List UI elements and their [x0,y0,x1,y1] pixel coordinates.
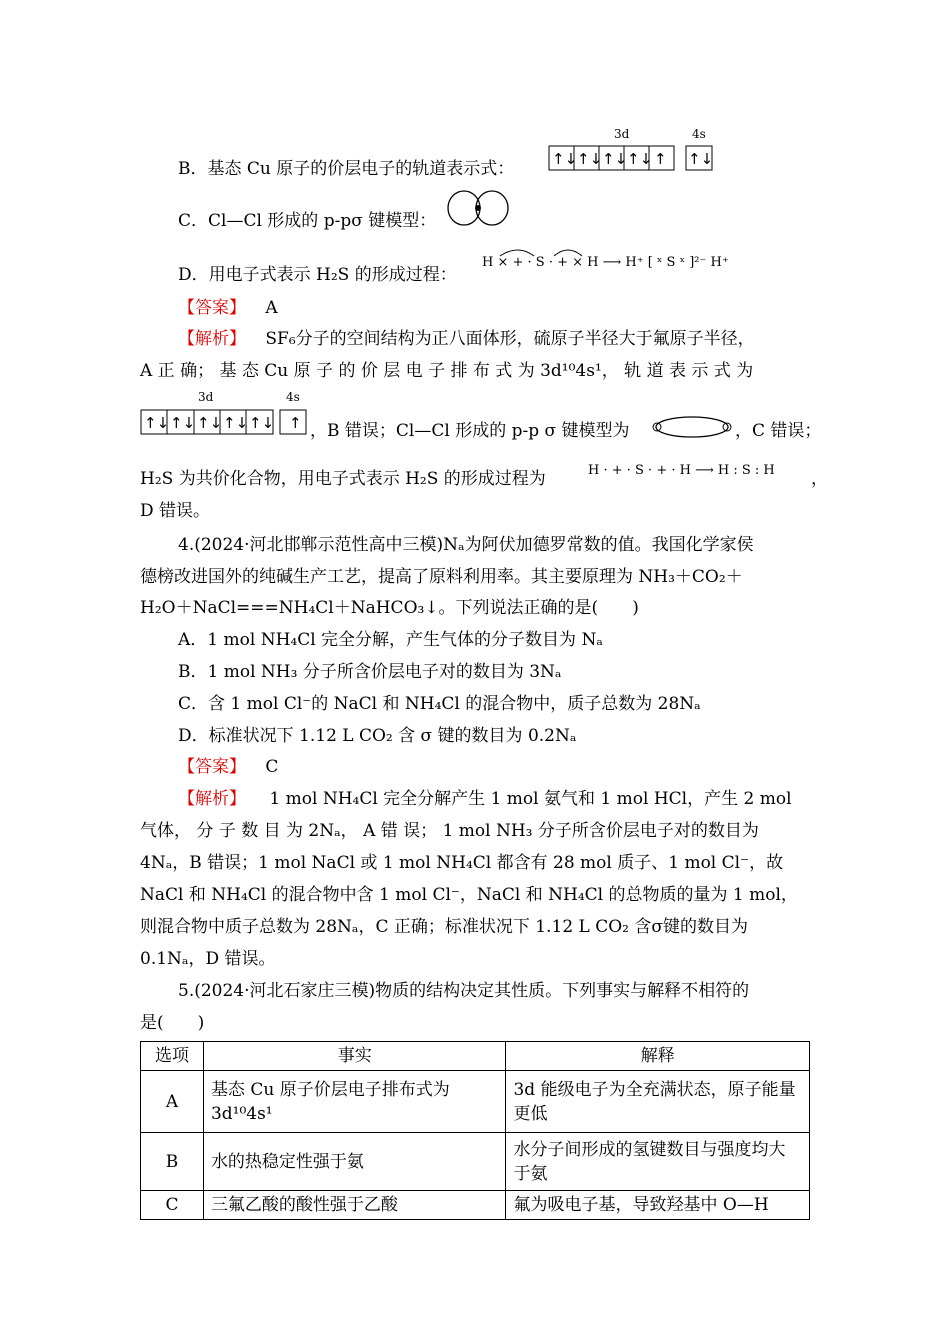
q4-option-c: C．含 1 mol Cl⁻的 NaCl 和 NH₄Cl 的混合物中，质子总数为 28Nₐ [178,694,701,714]
q4-analysis-line-2: 气体， 分 子 数 目 为 2Nₐ， A 错 误； 1 mol NH₃ 分子所含价层电子对的数目为 [140,821,759,841]
q4-option-b: B．1 mol NH₃ 分子所含价层电子对的数目为 3Nₐ [178,662,562,682]
svg-text:↑↓: ↑↓ [249,414,275,432]
q5-stem-2: 是( ) [140,1013,205,1033]
q3-analysis-b: ，B 错误；Cl—Cl 形成的 p-p σ 键模型为 [310,421,630,441]
header-reason: 解释 [506,1042,810,1071]
q3-analysis-line-5: D 错误。 [140,501,211,521]
row-option: C [141,1191,204,1220]
q4-stem-2: 德榜改进国外的纯碱生产工艺，提高了原料利用率。其主要原理为 NH₃＋CO₂＋ [140,567,743,587]
svg-text:↑↓: ↑↓ [552,150,578,168]
orbital-4s-label-2: 4s [286,390,300,404]
answer-value: A [265,298,278,318]
analysis-text: SF₆分子的空间结构为正八面体形，硫原子半径大于氟原子半径， [265,329,755,349]
table-row [141,1133,810,1191]
row-fact: 基态 Cu 原子价层电子排布式为 3d¹⁰4s¹ [203,1071,506,1133]
table-row [141,1071,810,1133]
q4-stem-1: 4.(2024·河北邯郸示范性高中三模)Nₐ为阿伏加德罗常数的值。我国化学家侯 [178,535,754,555]
answer-value: C [265,757,279,777]
h2s-formation-covalent [586,452,812,488]
row-option: A [141,1071,204,1133]
svg-text:↑: ↑ [289,414,302,432]
q4-analysis-line-1 [178,788,792,810]
q4-answer-line [178,756,278,778]
q4-stem-3: H₂O＋NaCl===NH₄Cl＋NaHCO₃↓。下列说法正确的是( ) [140,598,639,618]
answer-tag: 【答案】 [178,298,246,318]
cu-orbital-diagram-analysis [138,388,308,438]
row-reason: 3d 能级电子为全充满状态，原子能量更低 [506,1071,810,1133]
row-fact: 三氟乙酸的酸性强于乙酸 [203,1191,506,1220]
answer-tag: 【答案】 [178,757,246,777]
cu-orbital-diagram [546,126,716,174]
orbital-3d-label-2: 3d [198,390,214,404]
analysis-tag: 【解析】 [178,789,246,809]
row-fact: 水的热稳定性强于氨 [203,1133,506,1191]
row-reason: 氟为吸电子基，导致羟基中 O—H [506,1191,810,1220]
svg-text:↑↓: ↑↓ [197,414,223,432]
svg-text:↑↓: ↑↓ [170,414,196,432]
p-p-sigma-model [446,188,512,228]
option-b-text: B．基态 Cu 原子的价层电子的轨道表示式： [178,159,515,179]
q4-analysis-line-5: 则混合物中质子总数为 28Nₐ，C 正确；标准状况下 1.12 L CO₂ 含σ键的数目为 [140,917,748,937]
q5-stem-1: 5.(2024·河北石家庄三模)物质的结构决定其性质。下列事实与解释不相符的 [178,981,750,1001]
q5-table [140,1041,810,1220]
svg-text:↑: ↑ [654,150,667,168]
analysis-text: 1 mol NH₄Cl 完全分解产生 1 mol 氨气和 1 mol HCl，产生 2 mol [269,789,792,809]
svg-text:↑↓: ↑↓ [627,150,653,168]
q4-analysis-line-3: 4Nₐ，B 错误；1 mol NaCl 或 1 mol NH₄Cl 都含有 28 mol 质子、1 mol Cl⁻，故 [140,853,784,873]
q3-answer-line [178,297,278,319]
q3-analysis-c: ，C 错误； [735,421,822,441]
option-d-text: D．用电子式表示 H₂S 的形成过程： [178,265,457,285]
q3-analysis-line-4-end: ， [811,469,828,489]
header-fact: 事实 [203,1042,506,1071]
q4-option-a: A．1 mol NH₄Cl 完全分解，产生气体的分子数目为 Nₐ [178,630,603,650]
header-option: 选项 [141,1042,204,1071]
table-row [141,1191,810,1220]
q3-analysis-line-4: H₂S 为共价化合物，用电子式表示 H₂S 的形成过程为 [140,469,546,489]
svg-text:↑↓: ↑↓ [223,414,249,432]
p-p-sigma-analysis-model [650,412,734,442]
svg-text:↑↓: ↑↓ [144,414,170,432]
orbital-3d-label: 3d [614,127,630,141]
q4-analysis-line-4: NaCl 和 NH₄Cl 的混合物中含 1 mol Cl⁻，NaCl 和 NH₄Cl 的总物质的量为 1 mol， [140,885,798,905]
svg-text:↑↓: ↑↓ [688,150,714,168]
q4-analysis-line-6: 0.1Nₐ，D 错误。 [140,949,276,969]
svg-text:↑↓: ↑↓ [577,150,603,168]
analysis-tag: 【解析】 [178,329,246,349]
q3-analysis-line-1 [178,328,755,350]
orbital-4s-label: 4s [692,127,706,141]
q4-option-d: D．标准状况下 1.12 L CO₂ 含 σ 键的数目为 0.2Nₐ [178,726,577,746]
row-reason: 水分子间形成的氢键数目与强度均大于氨 [506,1133,810,1191]
h2s-formation-ionic [478,244,760,278]
option-c-text: C．Cl—Cl 形成的 p-pσ 键模型： [178,211,437,231]
svg-text:H × + · S · + × H ⟶ H⁺ [ ˣ S ˣ: H × + · S · + × H ⟶ H⁺ [ ˣ S ˣ ]²⁻ H⁺ [482,255,729,270]
svg-text:H · + · S · + · H ⟶ H : S : H: H · + · S · + · H ⟶ H : S : H [588,463,775,478]
row-option: B [141,1133,204,1191]
svg-text:↑↓: ↑↓ [602,150,628,168]
q3-analysis-line-2: A 正 确； 基 态 Cu 原 子 的 价 层 电 子 排 布 式 为 3d¹⁰4s¹， 轨 道 表 示 式 为 [140,361,754,381]
table-header-row [141,1042,810,1071]
